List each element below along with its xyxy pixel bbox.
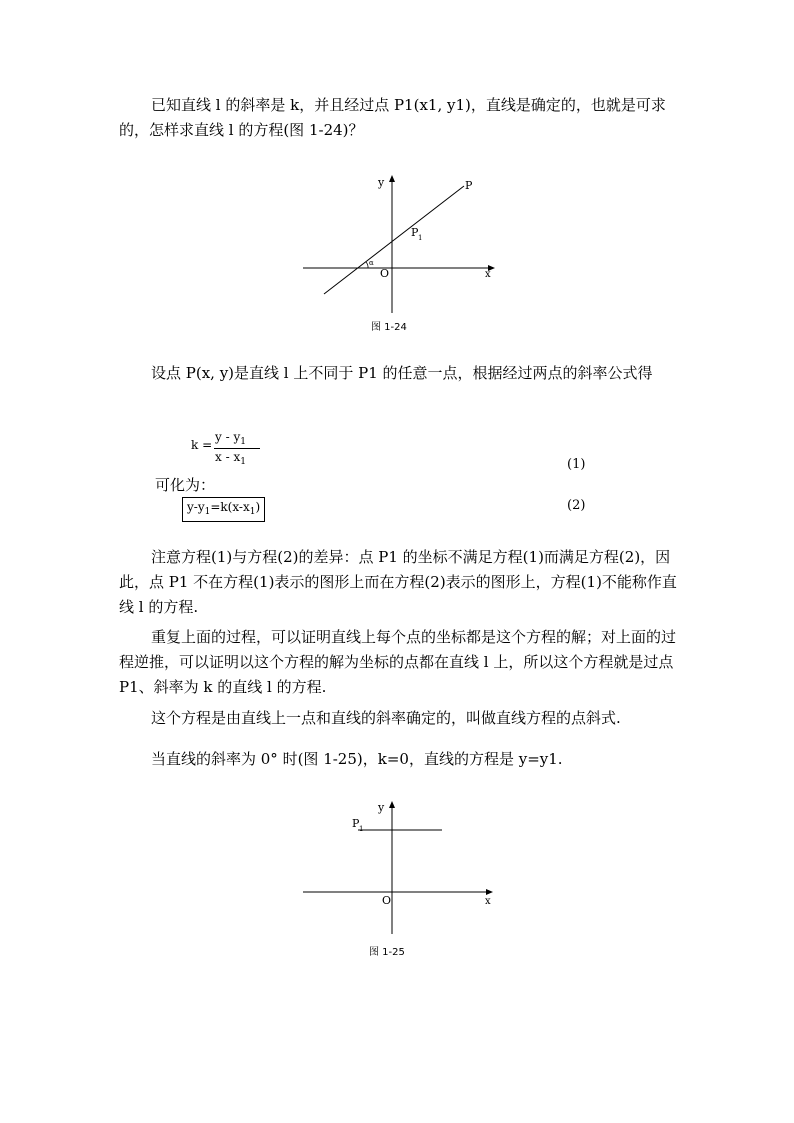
paragraph-proof: 重复上面的过程，可以证明直线上每个点的坐标都是这个方程的解；对上面的过程逆推，可以证明以这个方程的解为坐标的点都在直线 l 上，所以这个方程就是过点 P1、斜率为 k 的直线 l 的方程. xyxy=(119,628,677,696)
formula-2-part2: =k(x-x xyxy=(210,500,250,514)
y-axis-arrow xyxy=(389,801,395,808)
angle-arc xyxy=(366,262,368,268)
figure-1-24-svg xyxy=(300,170,500,335)
y-axis-label: y xyxy=(378,176,385,189)
numerator-main: y - y xyxy=(215,430,241,444)
figure-1-25 xyxy=(300,798,500,938)
formula-2-sub2: 1 xyxy=(249,507,256,517)
origin-label: O xyxy=(382,894,392,907)
point-p-label: P xyxy=(465,179,473,192)
formula-1-numerator xyxy=(215,430,246,447)
equation-number-2: (2) xyxy=(567,498,586,513)
x-axis-arrow xyxy=(486,889,493,895)
transition-text: 可化为： xyxy=(155,476,216,494)
origin-label: O xyxy=(380,267,390,280)
figure-1-24 xyxy=(300,170,500,335)
point-p1-label: P xyxy=(352,817,360,830)
equation-number-1: (1) xyxy=(567,457,586,472)
formula-2-part3: ) xyxy=(255,500,261,514)
figure-1-25-caption: 图 1-25 xyxy=(369,947,405,958)
formula-1-lhs: k = xyxy=(191,438,213,452)
point-p1-subscript: 1 xyxy=(359,825,364,833)
y-axis-label: y xyxy=(378,801,385,814)
point-p1-label: P xyxy=(411,226,419,239)
paragraph-intro: 已知直线 l 的斜率是 k，并且经过点 P1(x1, y1)，直线是确定的，也就是可求的，怎样求直线 l 的方程(图 1-24)？ xyxy=(119,96,666,139)
x-axis-label: x xyxy=(485,269,491,280)
formula-1-denominator xyxy=(215,450,246,467)
formula-2-box xyxy=(182,497,265,522)
point-p1-subscript: 1 xyxy=(418,234,423,242)
figure-1-25-svg xyxy=(300,798,500,938)
formula-2-part1: y-y xyxy=(187,500,205,514)
alpha-label: α xyxy=(369,259,374,267)
numerator-sub: 1 xyxy=(240,437,246,447)
y-axis-arrow xyxy=(389,175,395,182)
line-l xyxy=(324,186,464,294)
paragraph-setup: 设点 P(x, y)是直线 l 上不同于 P1 的任意一点，根据经过两点的斜率公式得 xyxy=(151,364,653,382)
figure-1-24-caption: 图 1-24 xyxy=(371,322,407,333)
paragraph-difference: 注意方程(1)与方程(2)的差异：点 P1 的坐标不满足方程(1)而满足方程(2)，因此，点 P1 不在方程(1)表示的图形上而在方程(2)表示的图形上，方程(1)不能称作直线 l 的方程. xyxy=(119,548,677,616)
paragraph-zero-slope: 当直线的斜率为 0° 时(图 1-25)，k=0，直线的方程是 y=y1. xyxy=(151,750,563,768)
paragraph-point-slope: 这个方程是由直线上一点和直线的斜率确定的，叫做直线方程的点斜式. xyxy=(151,709,621,727)
fraction-bar xyxy=(214,448,260,449)
denominator-main: x - x xyxy=(215,450,241,464)
x-axis-label: x xyxy=(485,896,491,907)
formula-2-sub1: 1 xyxy=(204,507,211,517)
denominator-sub: 1 xyxy=(240,457,246,467)
